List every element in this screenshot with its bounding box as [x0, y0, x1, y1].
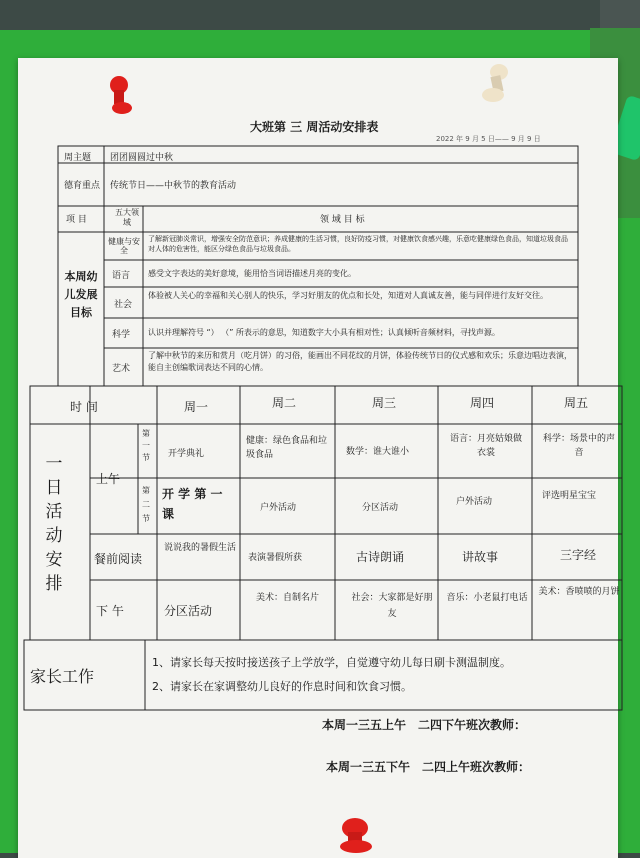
reading-thu: 讲故事	[462, 550, 499, 564]
area-goal-science: 认识并理解符号 “） （” 所表示的意思，知道数字大小具有相对性；认真倾听音频材料，寻找声源。	[148, 328, 500, 337]
afternoon-thu: 音乐：小老鼠打电话	[446, 593, 528, 603]
area-goal-art: 了解中秋节的来历和赏月（吃月饼）的习俗，能画出不同花纹的月饼，体验传统节日的仪式感和欢乐；乐意边唱边表演，能自主创编歌词表达不同的心情。	[148, 351, 572, 372]
cream-pushpin-top-right	[480, 64, 514, 108]
reading-fri: 三字经	[560, 548, 597, 562]
afternoon-tue: 美术：自制名片	[256, 593, 320, 603]
day-fri: 周五	[564, 396, 589, 410]
day-wed: 周三	[372, 396, 397, 410]
p2-thu: 户外活动	[456, 497, 493, 507]
footer-line-2: 本周一三五下午 二四上午班次教师：	[326, 760, 531, 774]
area-name-language: 语言	[112, 271, 131, 281]
moral-value: 传统节日——中秋节的教育活动	[110, 181, 237, 191]
day-thu: 周四	[470, 396, 495, 410]
red-pushpin-top-left	[108, 76, 136, 120]
area-goal-health: 了解新冠肺炎常识，增强安全防范意识；养成健康的生活习惯，良好防疫习惯，对健康饮食感兴趣，乐意吃健康绿色食品，知道垃圾食品对人体的危害性，能区分绿色食品与垃圾食品。	[148, 235, 568, 253]
page-title: 大班第 三 周活动安排表	[250, 120, 379, 134]
parents-label: 家长工作	[30, 667, 95, 686]
p1-fri: 科学：场景中的声音	[542, 434, 615, 458]
p1-wed: 数学：谁大谁小	[346, 447, 410, 457]
p1-tue: 健康：绿色食品和垃圾食品	[246, 436, 328, 460]
footer-line-1: 本周一三五上午 二四下午班次教师：	[322, 718, 527, 732]
schedule-section-label: 一日活动安排	[45, 454, 63, 594]
afternoon-wed: 社会：大家都是好朋友	[351, 593, 433, 619]
parents-item-2: 2、请家长在家调整幼儿良好的作息时间和饮食习惯。	[152, 680, 412, 693]
reading-mon: 说说我的暑假生活	[164, 543, 237, 553]
period2-label: 第二节	[142, 486, 150, 523]
development-label: 本周幼儿发展目标	[64, 270, 98, 319]
p2-tue: 户外活动	[260, 503, 297, 513]
time-label: 时 间	[70, 400, 98, 414]
area-name-art: 艺术	[112, 364, 131, 374]
afternoon-fri: 美术：香喷喷的月饼	[538, 587, 620, 597]
moral-label: 德育重点	[64, 181, 101, 191]
red-pushpin-bottom	[338, 816, 378, 853]
area-goal-language: 感受文字表达的美好意境，能用恰当词语描述月亮的变化。	[148, 269, 356, 278]
day-tue: 周二	[272, 396, 297, 410]
five-areas-label: 五大领域	[115, 208, 139, 227]
day-mon: 周一	[184, 400, 209, 414]
area-goal-label: 领 域 目 标	[320, 215, 365, 225]
area-name-health: 健康与安全	[108, 237, 140, 255]
morning-label: 上午	[96, 472, 121, 486]
p2-wed: 分区活动	[362, 503, 399, 513]
reading-tue: 表演暑假所获	[248, 553, 303, 563]
week-theme-value: 团团圆圆过中秋	[110, 153, 174, 163]
area-name-society: 社会	[114, 300, 133, 310]
area-name-science: 科学	[112, 330, 131, 340]
afternoon-mon: 分区活动	[164, 604, 213, 618]
project-label: 项 目	[66, 215, 87, 225]
p1-mon: 开学典礼	[168, 449, 205, 459]
week-theme-label: 周主题	[64, 153, 92, 163]
area-goal-society: 体验被人关心的幸福和关心别人的快乐，学习好朋友的优点和长处，知道对人真诚友善，能与同伴进行友好交往。	[148, 291, 548, 300]
p2-mon: 开 学 第 一 课	[162, 487, 223, 521]
date-range: 2022 年 9 月 5 日—— 9 月 9 日	[436, 135, 541, 143]
reading-label: 餐前阅读	[94, 552, 143, 566]
period1-label: 第一节	[142, 429, 150, 462]
afternoon-label: 下 午	[96, 604, 124, 618]
reading-wed: 古诗朗诵	[356, 550, 405, 564]
p2-fri: 评选明星宝宝	[542, 491, 597, 501]
parents-item-1: 1、请家长每天按时接送孩子上学放学，自觉遵守幼儿每日刷卡测温制度。	[152, 656, 511, 669]
p1-thu: 语言：月亮姑娘做衣裳	[449, 434, 522, 458]
